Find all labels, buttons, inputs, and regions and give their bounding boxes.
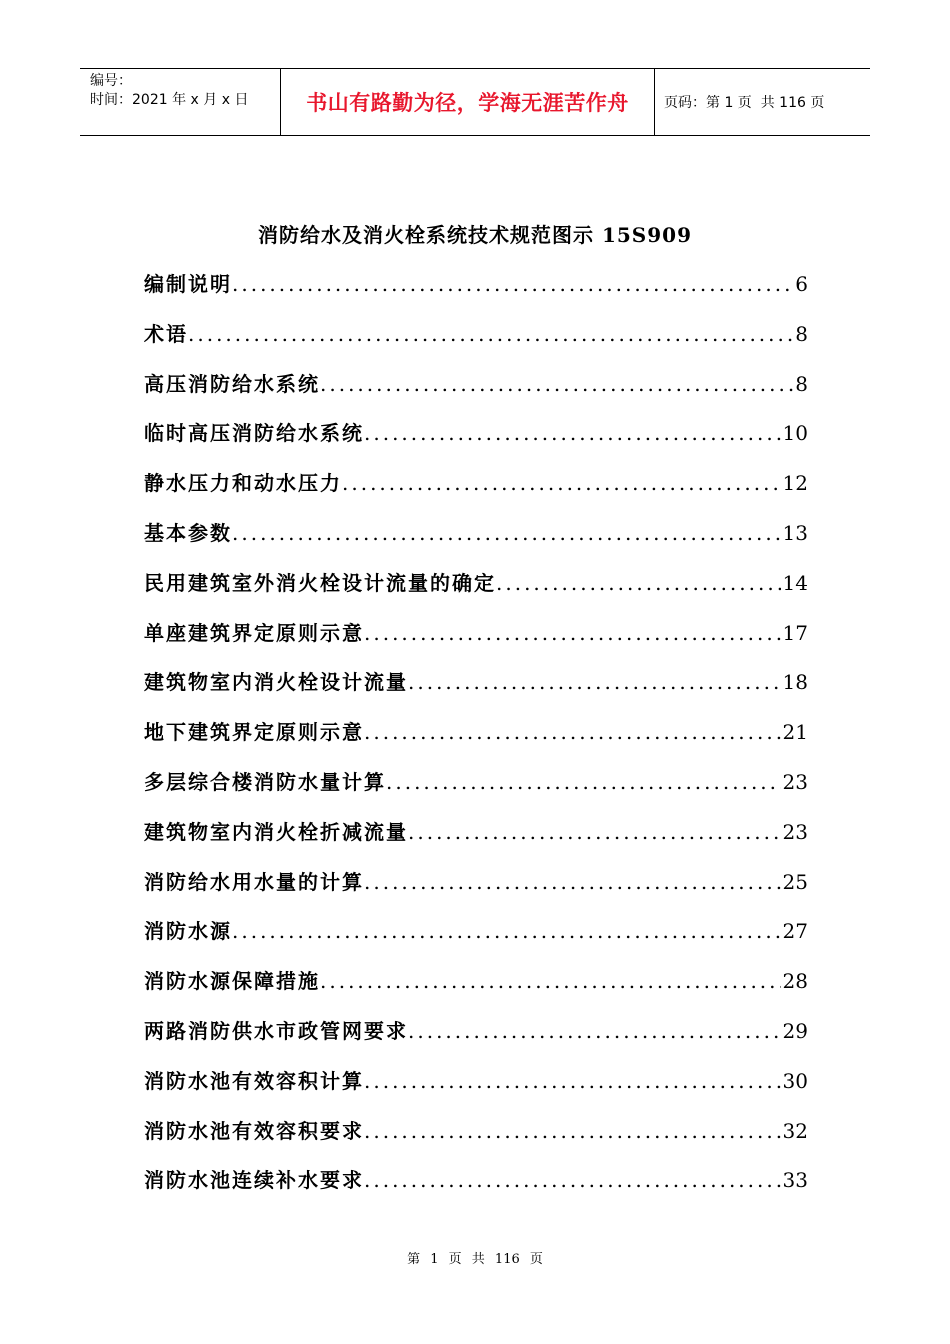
toc-entry-label: 单座建筑界定原则示意 <box>144 620 364 645</box>
toc-entry-label: 高压消防给水系统 <box>144 371 320 396</box>
toc-leader-dots <box>364 418 781 448</box>
toc-entry-page: 8 <box>795 371 808 396</box>
toc-entry-label: 编制说明 <box>144 272 232 296</box>
toc-entry[interactable] <box>144 518 808 568</box>
toc-entry-label: 临时高压消防给水系统 <box>144 421 364 446</box>
document-title: 消防给水及消火栓系统技术规范图示 15S909 <box>258 223 692 247</box>
toc-entry[interactable] <box>144 1066 808 1116</box>
toc-entry[interactable] <box>144 1016 808 1066</box>
toc-entry[interactable] <box>144 1116 808 1166</box>
toc-entry[interactable] <box>144 468 808 518</box>
motto-text: 书山有路勤为径，学海无涯苦作舟 <box>306 91 629 115</box>
toc-entry-page: 17 <box>782 620 808 645</box>
table-of-contents <box>144 269 808 1215</box>
toc-entry[interactable] <box>144 916 808 966</box>
toc-entry-page: 8 <box>795 321 808 346</box>
toc-entry-page: 25 <box>782 869 808 894</box>
toc-entry-label: 静水压力和动水压力 <box>144 471 342 496</box>
toc-entry[interactable] <box>144 867 808 917</box>
toc-entry[interactable] <box>144 418 808 468</box>
toc-entry-page: 6 <box>795 272 808 296</box>
toc-leader-dots <box>320 369 793 399</box>
toc-entry[interactable] <box>144 568 808 618</box>
page-footer: 第 1 页 共 116 页 <box>407 1252 543 1267</box>
toc-leader-dots <box>188 319 793 349</box>
toc-entry-page: 33 <box>782 1168 808 1193</box>
toc-entry[interactable] <box>144 618 808 668</box>
toc-entry-page: 21 <box>782 720 808 745</box>
toc-entry[interactable] <box>144 1165 808 1215</box>
toc-leader-dots <box>364 1066 781 1096</box>
toc-entry[interactable] <box>144 269 808 319</box>
toc-entry-page: 32 <box>782 1118 808 1143</box>
toc-entry-page: 13 <box>782 520 808 545</box>
toc-entry-page: 18 <box>782 670 808 695</box>
toc-leader-dots <box>364 1116 781 1146</box>
toc-entry-label: 建筑物室内消火栓设计流量 <box>144 670 408 695</box>
toc-entry[interactable] <box>144 369 808 419</box>
toc-entry-label: 消防给水用水量的计算 <box>144 869 364 894</box>
toc-entry-label: 地下建筑界定原则示意 <box>144 720 364 745</box>
toc-leader-dots <box>408 1016 781 1046</box>
header-motto-cell <box>281 69 655 135</box>
toc-entry-label: 民用建筑室外消火栓设计流量的确定 <box>144 570 496 595</box>
toc-leader-dots <box>408 817 781 847</box>
toc-entry-label: 两路消防供水市政管网要求 <box>144 1018 408 1043</box>
toc-entry-label: 建筑物室内消火栓折减流量 <box>144 819 408 844</box>
toc-leader-dots <box>364 717 781 747</box>
time-label: 时间：2021 年 x 月 x 日 <box>90 92 249 108</box>
number-label: 编号： <box>90 73 132 89</box>
toc-entry[interactable] <box>144 667 808 717</box>
toc-entry-label: 术语 <box>144 321 188 346</box>
toc-entry-page: 12 <box>782 471 808 496</box>
toc-entry[interactable] <box>144 717 808 767</box>
toc-entry-label: 消防水池有效容积要求 <box>144 1118 364 1143</box>
toc-leader-dots <box>386 767 781 797</box>
toc-leader-dots <box>496 568 781 598</box>
toc-entry-label: 消防水源 <box>144 919 232 944</box>
toc-entry-label: 消防水池有效容积计算 <box>144 1068 364 1093</box>
toc-entry-label: 消防水源保障措施 <box>144 969 320 994</box>
toc-entry-page: 10 <box>782 421 808 446</box>
header-meta <box>80 69 281 135</box>
toc-leader-dots <box>232 518 781 548</box>
toc-entry-page: 28 <box>782 969 808 994</box>
toc-entry[interactable] <box>144 966 808 1016</box>
toc-leader-dots <box>364 1165 781 1195</box>
header-page-info: 页码：第 1 页 共 116 页 <box>664 95 825 111</box>
toc-leader-dots <box>408 667 781 697</box>
toc-leader-dots <box>364 867 781 897</box>
toc-entry-label: 基本参数 <box>144 520 232 545</box>
toc-entry-page: 23 <box>782 769 808 794</box>
toc-entry[interactable] <box>144 319 808 369</box>
toc-leader-dots <box>342 468 781 498</box>
toc-leader-dots <box>232 269 793 299</box>
toc-leader-dots <box>320 966 781 996</box>
toc-entry-page: 27 <box>782 919 808 944</box>
toc-entry-page: 30 <box>782 1068 808 1093</box>
toc-leader-dots <box>232 916 781 946</box>
toc-entry-page: 14 <box>782 570 808 595</box>
page-header <box>80 68 870 136</box>
toc-leader-dots <box>364 618 781 648</box>
toc-entry-page: 23 <box>782 819 808 844</box>
toc-entry-label: 消防水池连续补水要求 <box>144 1168 364 1193</box>
toc-entry[interactable] <box>144 767 808 817</box>
toc-entry-page: 29 <box>782 1018 808 1043</box>
toc-entry[interactable] <box>144 817 808 867</box>
toc-entry-label: 多层综合楼消防水量计算 <box>144 769 386 794</box>
